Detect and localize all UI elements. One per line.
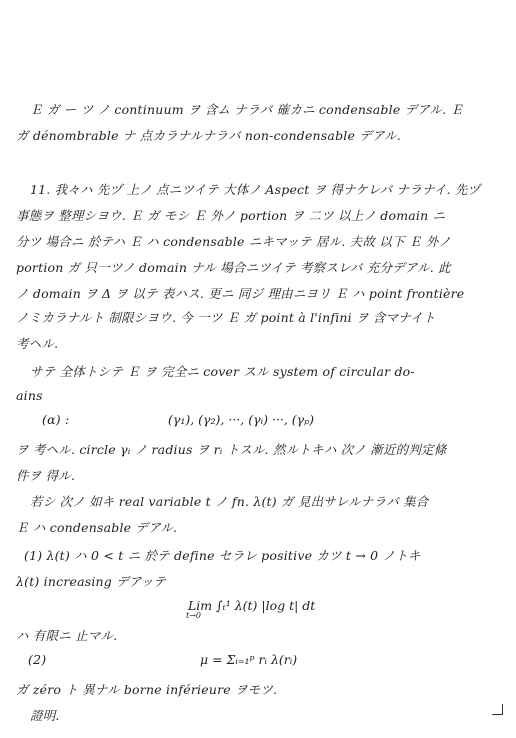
text-line-1: Ｅ ガ ー ツ ノ continuum ヲ 含ム ナラバ 確カニ condensable デアル. Ｅ	[30, 102, 464, 117]
text-line-8: ノミカラナルト 制限シヨウ. 今 一ツ Ｅ ガ point à l'infini ヲ 含マナイト	[16, 310, 436, 325]
page-corner-mark	[492, 704, 503, 715]
system-label: (α) :	[42, 412, 70, 427]
text-line-11: ains	[16, 388, 43, 403]
text-line-6: portion ガ 只一ツノ domain ナル 場合ニツイテ 考察スレバ 充分デアル. 此	[16, 260, 451, 275]
text-line-22: ガ zéro ト 異ナル borne inférieure ヲモツ.	[16, 682, 278, 697]
condition-1: (1) λ(t) ハ 0 < t ニ 於テ define セラレ positive カツ t → 0 ノトキ	[24, 548, 421, 563]
text-line-10: サテ 全体トシテ Ｅ ヲ 完全ニ cover スル system of circular do-	[30, 364, 415, 379]
text-line-20: ハ 有限ニ 止マル.	[16, 628, 118, 643]
section-11-line-1: 11. 我々ハ 先ヅ 上ノ 点ニツイテ 大体ノ Aspect ヲ 得ナケレバ ナラナイ. 先ヅ	[30, 182, 481, 197]
text-line-7: ノ domain ヲ Δ ヲ 以テ 表ハス. 更ニ 同ジ 理由ニヨリ Ｅ ハ point frontière	[16, 286, 465, 301]
text-line-18: λ(t) increasing デアッテ	[16, 574, 167, 589]
text-line-5: 分ツ 場合ニ 於テハ Ｅ ハ condensable ニキマッテ 居ル. 夫故 以下 Ｅ 外ノ	[16, 234, 452, 249]
limit-integral-formula: Lim ∫ₜ¹ λ(t) |log t| dt	[188, 598, 316, 613]
mu-sum-formula: μ = Σᵢ₌₁ᵖ rᵢ λ(rᵢ)	[200, 652, 298, 667]
condition-2-label: (2)	[28, 652, 47, 667]
text-line-13: ヲ 考ヘル. circle γᵢ ノ radius ヲ rᵢ トスル. 然ルトキハ 次ノ 漸近的判定條	[16, 442, 447, 457]
text-line-9: 考ヘル.	[16, 336, 59, 351]
limit-subscript: t→0	[186, 611, 202, 620]
circle-system-formula: (γ₁), (γ₂), ···, (γᵢ) ···, (γₚ)	[168, 412, 315, 427]
text-line-14: 件ヲ 得ル.	[16, 468, 76, 483]
proof-heading: 證明.	[30, 708, 60, 723]
text-line-2: ガ dénombrable ナ 点カラナルナラバ non-condensable デアル.	[16, 128, 402, 143]
text-line-15: 若シ 次ノ 如キ real variable t ノ fn. λ(t) ガ 見出サレルナラバ 集合	[30, 494, 429, 509]
text-line-16: Ｅ ハ condensable デアル.	[16, 520, 178, 535]
text-line-4: 事態ヲ 整理シヨウ. Ｅ ガ モシ Ｅ 外ノ portion ヲ 二ツ 以上ノ domain ニ	[16, 208, 446, 223]
